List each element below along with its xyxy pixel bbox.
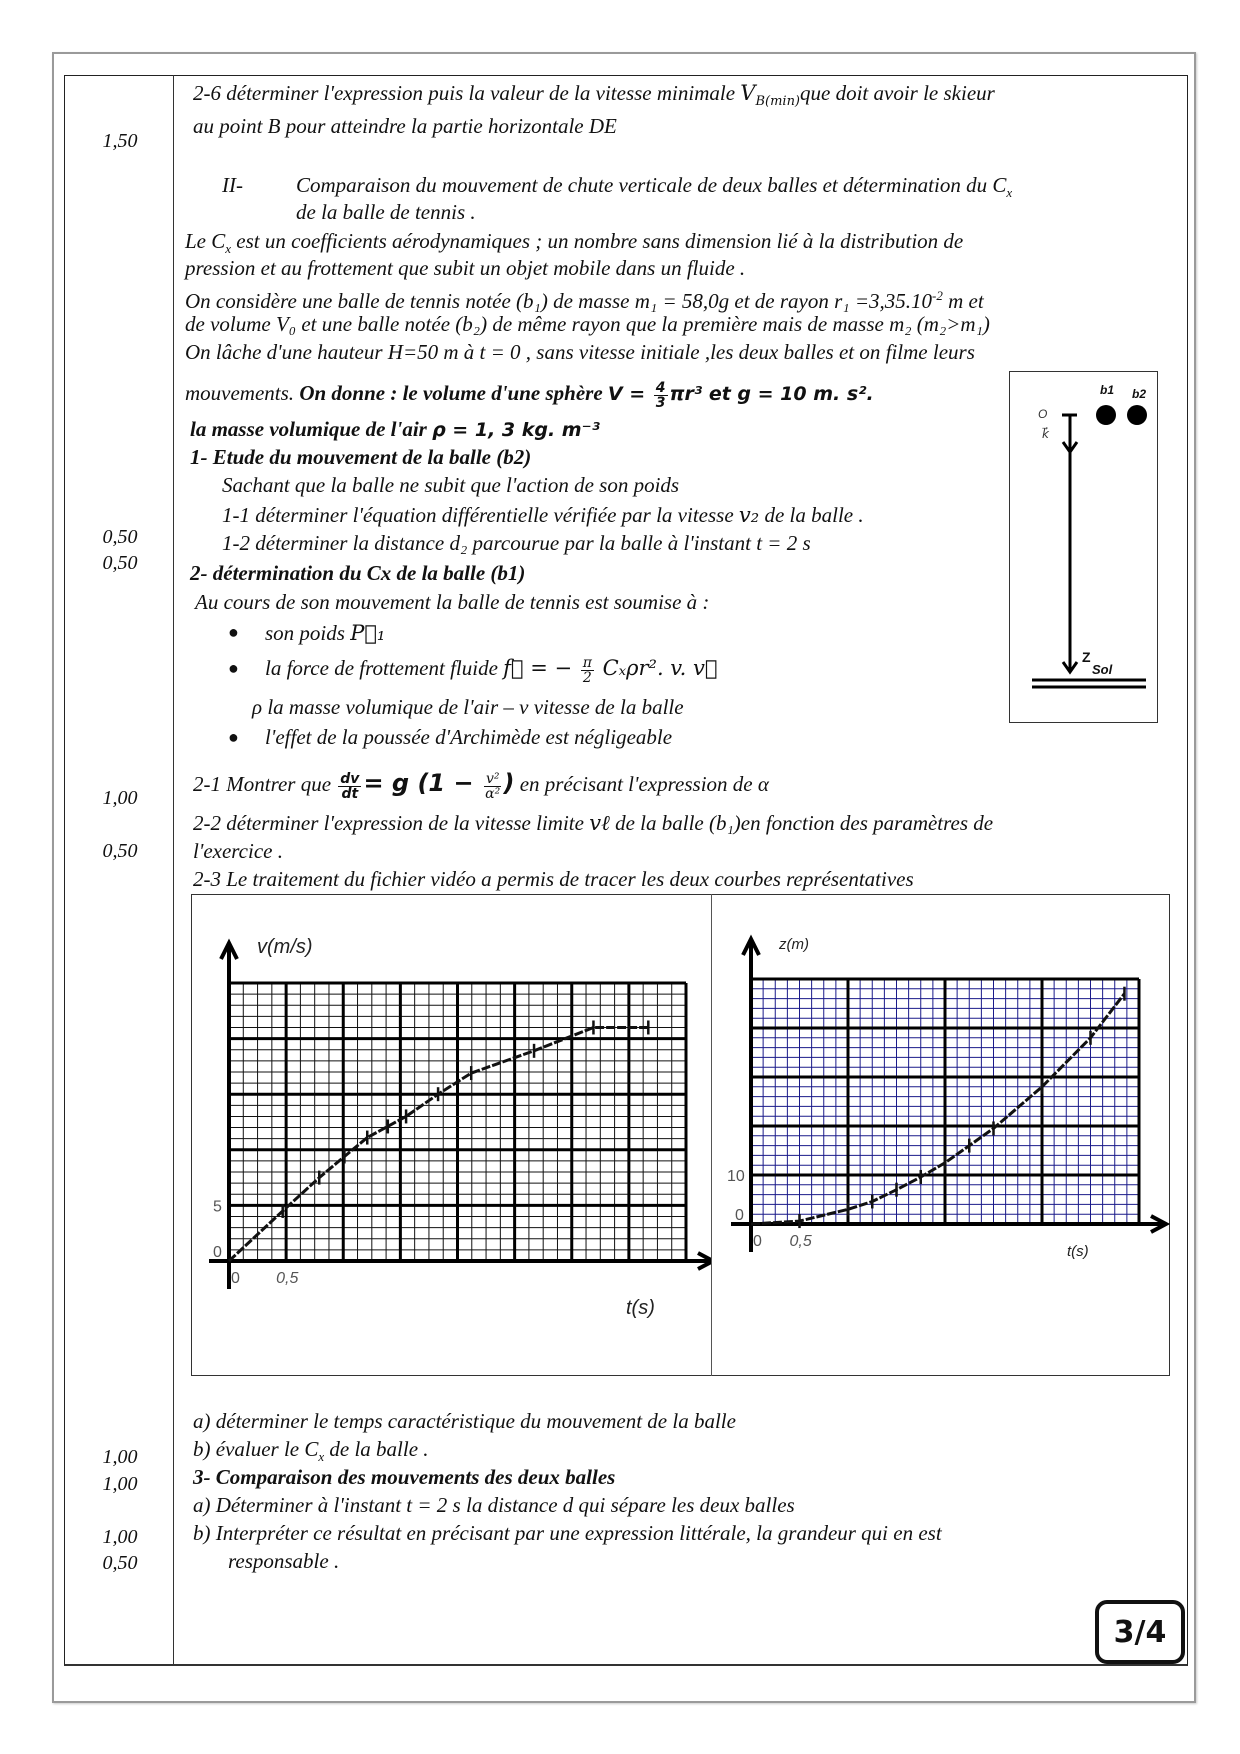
intro-line-1: Le $C_x$ est un coefficients aérodynamiques ; un nombre sans dimension lié à la distribution de (185, 229, 964, 257)
intro-line-2: pression et au frottement que subit un objet mobile dans un fluide . (185, 256, 746, 280)
score-2-6: 1,50 (102, 130, 138, 152)
air-density: la masse volumique de l'air ρ = 1, 3 kg. m⁻³ (190, 417, 600, 441)
score-3b: 0,50 (102, 1552, 138, 1574)
fraction: $\frac{\pi}{2}$ (582, 654, 592, 686)
page-number-badge: 3/4 (1095, 1600, 1185, 1664)
svg-text:z(m): z(m) (779, 936, 809, 953)
score-column-divider (173, 75, 174, 1666)
part-title-cont: de la balle de tennis . (296, 200, 476, 224)
intro-line-5: On lâche d'une hauteur H=50 m à t = 0 , sans vitesse initiale ,les deux balles et on filme leurs (185, 340, 975, 364)
section-2-title: 2- détermination du Cx de la balle (b1) (190, 561, 526, 585)
part-number: II- (222, 173, 243, 197)
score-1-2: 0,50 (102, 552, 138, 574)
ball-2-label: b2 (1132, 387, 1147, 401)
svg-text:t(s): t(s) (626, 1297, 655, 1319)
question-a: a) déterminer le temps caractéristique du mouvement de la balle (193, 1409, 736, 1433)
svg-text:0: 0 (213, 1244, 222, 1261)
ground-label: Sol (1092, 662, 1113, 677)
svg-text:0: 0 (231, 1270, 240, 1287)
score-3a: 1,00 (102, 1526, 138, 1548)
svg-text:10: 10 (727, 1168, 745, 1185)
bullet-icon: ● (228, 622, 239, 642)
data-curve (229, 1028, 648, 1262)
ball-1-label: b1 (1100, 383, 1115, 397)
fraction: $\frac{\text{v²}}{\text{α²}}$ (485, 770, 501, 802)
question-3b: b) Interpréter ce résultat en précisant par une expression littérale, la grandeur qui en est (193, 1521, 942, 1545)
k-vector-label: k⃗ (1042, 427, 1049, 441)
svg-text:0,5: 0,5 (276, 1270, 299, 1287)
question-b: b) évaluer le $C_x$ de la balle . (193, 1437, 429, 1465)
origin-label: O (1038, 407, 1048, 421)
question-3a: a) Déterminer à l'instant t = 2 s la distance d qui sépare les deux balles (193, 1493, 795, 1517)
bullet-weight: son poids P⃗₁ (265, 621, 386, 645)
question-2-2-cont: l'exercice . (193, 839, 283, 863)
question-3b-cont: responsable . (228, 1549, 340, 1573)
score-a: 1,00 (102, 1446, 138, 1468)
velocity-chart (191, 894, 711, 1376)
question-1-2: 1-2 déterminer la distance d₂ parcourue par la balle à l'instant t = 2 s (222, 531, 811, 555)
svg-text:v(m/s): v(m/s) (257, 936, 313, 958)
section-3-title: 3- Comparaison des mouvements des deux balles (193, 1465, 616, 1489)
section-1-line-1: Sachant que la balle ne subit que l'action de son poids (222, 473, 680, 497)
intro-line-3: On considère une balle de tennis notée (b₁) de masse m₁ = 58,0g et de rayon $r_1 =3,35.10^{-2}$ m et (185, 288, 984, 313)
intro-line-4: de volume V₀ et une balle notée (b₂) de même rayon que la première mais de masse m₂ (m₂>m₁) (185, 312, 990, 336)
svg-text:t(s): t(s) (1067, 1243, 1089, 1260)
bullet-archimede: l'effet de la poussée d'Archimède est négligeable (265, 725, 673, 749)
bullet-icon: ● (228, 727, 239, 747)
question-2-6: 2-6 déterminer l'expression puis la valeur de la vitesse minimale $V_{B(min)}que$ doit avoir le skieur (193, 81, 995, 110)
part-title: Comparaison du mouvement de chute verticale de deux balles et détermination du $C_x$ (296, 173, 1013, 201)
rho-note: ρ la masse volumique de l'air – v vitesse de la balle (252, 695, 684, 719)
section-1-title: 1- Etude du mouvement de la balle (b2) (190, 445, 532, 469)
z-label: Z (1082, 649, 1091, 665)
svg-text:0: 0 (735, 1207, 744, 1224)
bullet-icon: ● (228, 658, 239, 678)
fraction: $\frac{4}{3}$ (655, 379, 666, 411)
question-1-1: 1-1 déterminer l'équation différentielle vérifiée par la vitesse v₂ de la balle . (222, 503, 864, 527)
section-2-intro: Au cours de son mouvement la balle de tennis est soumise à : (195, 590, 710, 614)
bullet-friction: la force de frottement fluide f⃗ = − $\frac{\pi}{2}$ Cₓρr². v. v⃗ (265, 654, 718, 686)
ball-2-icon (1127, 405, 1147, 425)
position-chart (712, 894, 1170, 1376)
svg-text:0,5: 0,5 (789, 1233, 812, 1250)
question-2-1: 2-1 Montrer que $\frac{dv}{dt}$ = g (1 − $\frac{\text{v²}}{\text{α²}}$ ) en précisant l'expression de α (193, 769, 769, 802)
score-2-2: 0,50 (102, 840, 138, 862)
fall-diagram-svg (1010, 372, 1159, 724)
question-2-3: 2-3 Le traitement du fichier vidéo a permis de tracer les deux courbes représentatives (193, 867, 914, 891)
fall-diagram (1009, 371, 1158, 723)
svg-text:0: 0 (753, 1233, 762, 1250)
svg-text:5: 5 (213, 1198, 222, 1216)
score-2-1: 1,00 (102, 787, 138, 809)
ball-1-icon (1096, 405, 1116, 425)
intro-line-6: mouvements. On donne : le volume d'une sphère V = $\frac{4}{3}$ πr³ et g = 10 m. s². (185, 379, 874, 411)
score-b: 1,00 (102, 1473, 138, 1495)
score-1-1: 0,50 (102, 526, 138, 548)
question-2-2: 2-2 déterminer l'expression de la vitesse limite vℓ de la balle (b₁)en fonction des paramètres de (193, 811, 994, 835)
fraction: $\frac{dv}{dt}$ (340, 770, 360, 802)
question-2-6-cont: au point B pour atteindre la partie horizontale DE (193, 114, 617, 138)
